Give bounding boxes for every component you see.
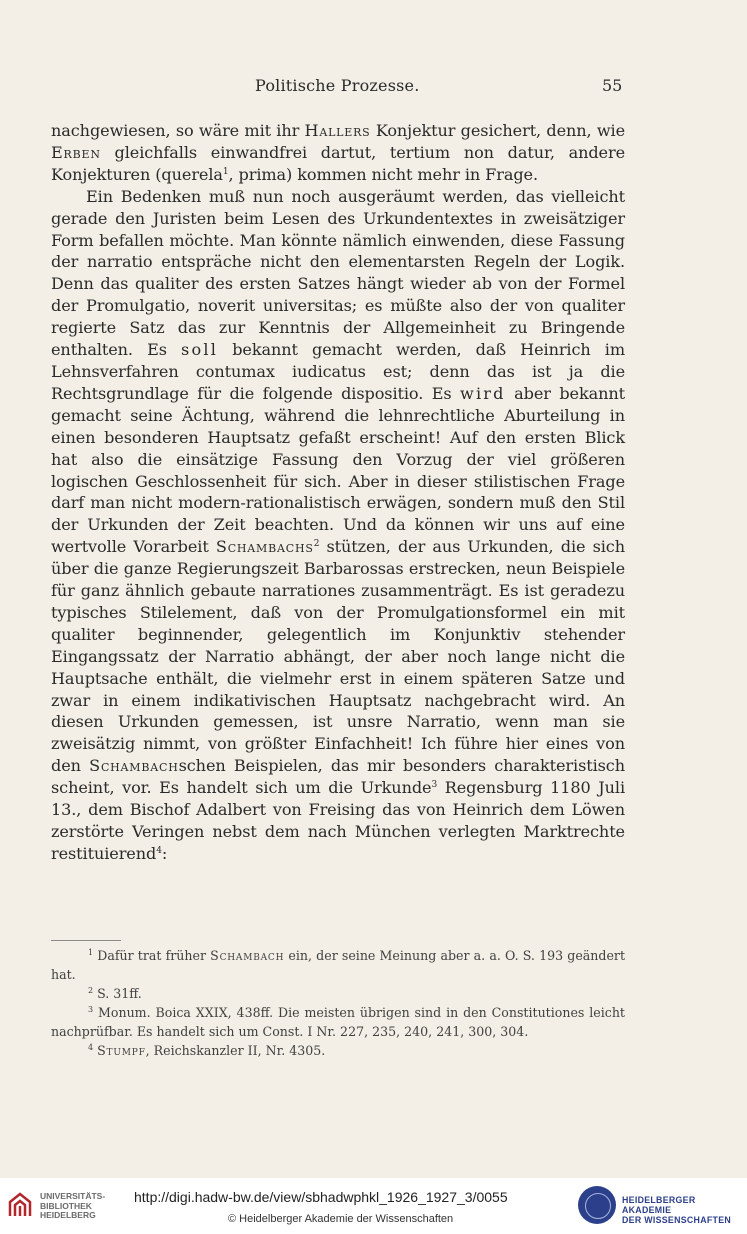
footnote-1: $^1$ Dafür trat früher Schambach ein, der seine Meinung aber a. a. O. S. 193 geändert hat. [51, 948, 626, 983]
emphasis-wird: wird [459, 383, 506, 403]
footnote-ref-3: 3 [431, 780, 438, 791]
footnote-4: $^4$ Stumpf, Reichskanzler II, Nr. 4305. [88, 1043, 326, 1059]
copyright-notice: © Heidelberger Akademie der Wissenschaften [228, 1213, 454, 1225]
footnote-divider [51, 940, 121, 941]
footnotes [51, 946, 625, 1061]
paragraph-2: Ein Bedenken muß nun noch ausgeräumt werden, das vielleicht gerade den Juristen beim Lesen des Urkundentextes in zweisätziger Form befallen möchte. Man könnte nämlich einwenden, diese Fassung der narratio entspräche nicht den elementarsten Regeln der Logik. Denn das qualiter des ersten Satzes hängt wieder ab von der Formel der Promulgatio, noverit universitas; es müßte also der von qualiter regierte Satz das zur Kenntnis der Allgemeinheit zu Bringende enthalten. Es soll bekannt gemacht werden, daß Heinrich im Lehnsverfahren contumax iudicatus est; denn das ist ja die Rechtsgrundlage für die folgende dispositio. Es wird aber bekannt gemacht seine Ächtung, während die lehnrechtliche Aburteilung in einen besonderen Hauptsatz gefaßt erscheint! Auf den ersten Blick hat also die einsätzige Fassung den Vorzug der viel größeren logischen Geschlossenheit für sich. Aber in dieser stilistischen Frage darf man nicht modern-rationalistisch erwägen, sondern muß den Stil der Urkunden der Zeit beachten. Und da können wir uns auf eine wertvolle Vorarbeit Schambachs$^2$ stützen, der aus Urkunden, die sich über die ganze Regierungszeit Barbarossas erstrecken, neun Beispiele für ganz ähnlich gebaute narrationes zusammenträgt. Es ist geradezu typisches Stilelement, daß von der Promulgationsformel ein mit qualiter beginnender, gelegentlich im Konjunktiv stehender Eingangssatz der Narratio abhängt, der aber noch lange nicht die Hauptsache enthält, die vielmehr erst in einem späteren Satze und zwar in einem indikativischen Hauptsatz nachgebracht wird. An diesen Urkunden gemessen, ist unsre Narratio, wenn man sie zweisätzig nimmt, von größter Einfachheit! Ich führe hier eines von den Schambachschen Beispielen, das mir besonders charakteristisch scheint, vor. Es handelt sich um die Urkunde$^3$ Regensburg 1180 Juli 13., dem Bischof Adalbert von Freising das von Heinrich dem Löwen zerstörte Veringen nebst dem nach München verlegten Marktrechte restituierend$^4$: [51, 186, 625, 863]
footnote-ref-4: 4 [156, 845, 162, 856]
permalink-url[interactable]: http://digi.hadw-bw.de/view/sbhadwphkl_1926_1927_3/0055 [134, 1189, 508, 1205]
body-text [51, 120, 625, 865]
page-header [0, 76, 747, 98]
page-number: 55 [602, 76, 623, 95]
academy-seal-icon [578, 1186, 616, 1224]
author-schambachs: Schambachs [215, 537, 314, 557]
academy-name: HEIDELBERGER AKADEMIE DER WISSENSCHAFTEN [622, 1195, 732, 1225]
author-erben: Erben [51, 142, 101, 162]
footnote-ref-1: 1 [222, 166, 229, 177]
running-title: Politische Prozesse. [255, 76, 420, 95]
footnote-3: $^3$ Monum. Boica XXIX, 438ff. Die meisten übrigen sind in den Constitutiones leicht nachprüfbar. Es handelt sich um Const. I Nr. 227, 235, 240, 241, 300, 304. [51, 1005, 625, 1040]
emphasis-soll: soll [181, 340, 219, 360]
footnote-ref-2: 2 [313, 539, 320, 550]
university-library-name: UNIVERSITÄTS- BIBLIOTHEK HEIDELBERG [40, 1191, 106, 1220]
paragraph-1: nachgewiesen, so wäre mit ihr Hallers Konjektur gesichert, denn, wie Erben gleichfalls einwandfrei dartut, tertium non datur, andere Konjekturen (querela$^1$, prima) kommen nicht mehr in Frage. [51, 121, 625, 184]
footnote-2: $^2$ S. 31ff. [88, 986, 142, 1002]
author-schambach: Schambach [89, 756, 179, 776]
university-library-logo-icon [8, 1192, 32, 1218]
viewer-footer [0, 1178, 747, 1234]
author-haller: Hallers [304, 121, 371, 140]
